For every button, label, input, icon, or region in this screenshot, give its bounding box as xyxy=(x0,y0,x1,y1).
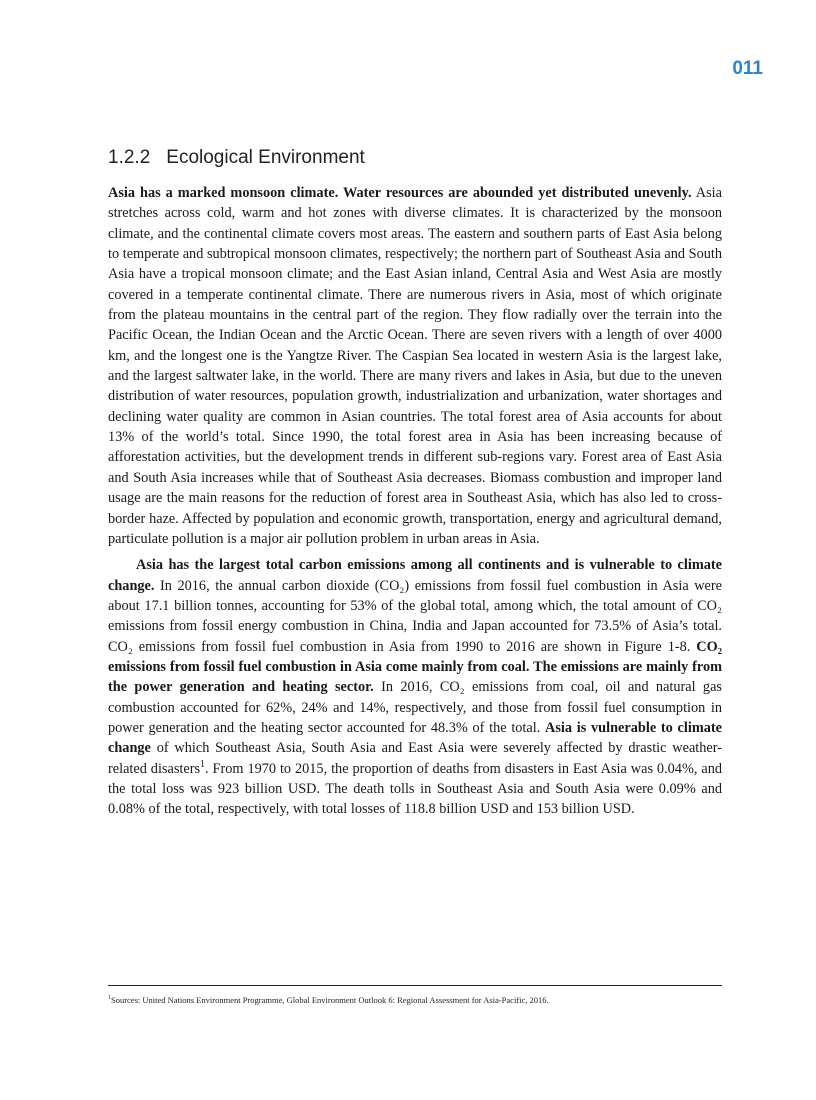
section-title: Ecological Environment xyxy=(166,147,365,168)
page-number: 011 xyxy=(732,58,763,79)
section-heading xyxy=(108,147,365,169)
body-text xyxy=(108,183,722,826)
paragraph-text: In 2016, CO₂ emissions from coal, oil and natural gas combustion accounted for 62%, 24% and 14%, respectively, and those from fossil fuel consumption in power generation and the heating sector accounted for 48.3% of the total. xyxy=(108,679,722,736)
bold-text: CO₂ emissions from fossil fuel combustion in Asia come mainly from coal. The emissions are mainly from the power generation and heating sector. xyxy=(108,638,722,696)
paragraph xyxy=(108,183,722,549)
footnote-mark: 1 xyxy=(108,995,111,1002)
lead-sentence: Asia has the largest total carbon emissions among all continents and is vulnerable to climate change. xyxy=(108,557,722,594)
footnote-reference[interactable]: 1 xyxy=(200,758,206,770)
bold-text: Asia is vulnerable to climate change xyxy=(108,719,722,757)
paragraph-text: of which Southeast Asia, South Asia and East Asia were severely affected by drastic weather-related disasters xyxy=(108,740,722,777)
paragraph xyxy=(108,555,722,819)
lead-sentence: Asia has a marked monsoon climate. Water resources are abounded yet distributed unevenly. xyxy=(108,185,692,201)
paragraph-text: Asia stretches across cold, warm and hot zones with diverse climates. It is characterized by the monsoon climate, and the continental climate covers most areas. The eastern and southern parts of East Asia belong to temperate and subtropical monsoon climates, respectively; the northern part of Southeast Asia and South Asia have a tropical monsoon climate; and the East Asian inland, Central Asia and West Asia are mostly covered in a temperate continental climate. There are numerous rivers in Asia, most of which originate from the plateau mountains in the central part of the region. They flow radially over the terrain into the Pacific Ocean, the Indian Ocean and the Arctic Ocean. There are seven rivers with a length of over 4000 km, and the longest one is the Yangtze River. The Caspian Sea located in western Asia is the largest lake, and the largest saltwater lake, in the world. There are many rivers and lakes in Asia, but due to the uneven distribution of water resources, population growth, industrialization and urbanization, water shortages and declining water quality are common in Asian countries. The total forest area of Asia accounts for about 13% of the world’s total. Since 1990, the total forest area in Asia has been increasing because of afforestation activities, but the development trends in different sub-regions vary. Forest area of East Asia and South Asia increases while that of Southeast Asia decreases. Biomass combustion and improper land usage are the main reasons for the reduction of forest area in Southeast Asia, which has also led to cross-border haze. Affected by population and economic growth, transportation, energy and agricultural demand, particulate pollution is a major air pollution problem in urban areas in Asia. xyxy=(108,185,722,547)
footnote-text: Sources: United Nations Environment Programme, Global Environment Outlook 6: Regional Assessment for Asia-Pacific, 2016. xyxy=(110,995,549,1005)
footnote xyxy=(108,995,549,1005)
footnote-divider xyxy=(108,985,722,986)
paragraph-text: . From 1970 to 2015, the proportion of deaths from disasters in East Asia was 0.04%, and the total loss was 923 billion USD. The death tolls in Southeast Asia and South Asia were 0.09% and 0.08% of the total, respectively, with total losses of 118.8 billion USD and 153 billion USD. xyxy=(108,760,722,818)
section-number: 1.2.2 xyxy=(108,147,151,168)
paragraph-text: In 2016, the annual carbon dioxide (CO₂) emissions from fossil fuel combustion in Asia were about 17.1 billion tonnes, accounting for 53% of the global total, among which, the total amount of CO₂ emissions from fossil energy combustion in China, India and Japan accounted for 73.5% of Asia’s total. CO₂ emissions from fossil fuel combustion in Asia from 1990 to 2016 are shown in Figure 1-8. xyxy=(108,577,722,655)
